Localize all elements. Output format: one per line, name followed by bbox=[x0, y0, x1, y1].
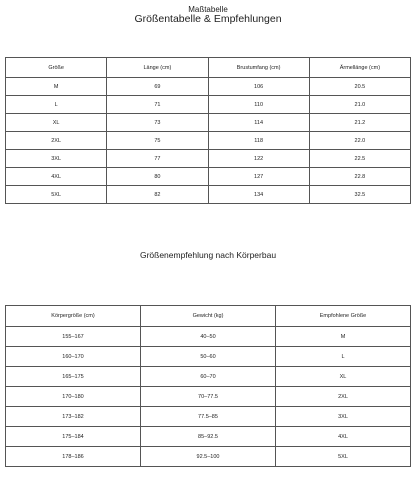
table-row bbox=[6, 367, 411, 387]
table-cell: 175–184 bbox=[6, 427, 141, 447]
table-row bbox=[6, 132, 411, 150]
table-cell: 2XL bbox=[6, 132, 107, 150]
column-header: Größe bbox=[6, 58, 107, 78]
table-row bbox=[6, 407, 411, 427]
recommendation-table bbox=[5, 305, 411, 467]
table-row bbox=[6, 96, 411, 114]
table-row bbox=[6, 427, 411, 447]
table-cell: 60–70 bbox=[141, 367, 276, 387]
table-header-row bbox=[6, 58, 411, 78]
table-row bbox=[6, 114, 411, 132]
table-header-row bbox=[6, 306, 411, 327]
table-cell: 4XL bbox=[276, 427, 411, 447]
table-cell: 5XL bbox=[276, 447, 411, 467]
table-cell: 173–182 bbox=[6, 407, 141, 427]
table-cell: L bbox=[276, 347, 411, 367]
table-cell: 70–77.5 bbox=[141, 387, 276, 407]
table-cell: XL bbox=[6, 114, 107, 132]
table-cell: M bbox=[276, 327, 411, 347]
table-cell: 106 bbox=[208, 78, 309, 96]
table-cell: 82 bbox=[107, 186, 208, 204]
page-subtitle: Maßtabelle bbox=[188, 5, 228, 14]
table-cell: 77.5–85 bbox=[141, 407, 276, 427]
column-header: Körpergröße (cm) bbox=[6, 306, 141, 327]
table-cell: 40–50 bbox=[141, 327, 276, 347]
table-cell: 114 bbox=[208, 114, 309, 132]
table-cell: 2XL bbox=[276, 387, 411, 407]
table-cell: 77 bbox=[107, 150, 208, 168]
column-header: Gewicht (kg) bbox=[141, 306, 276, 327]
table-cell: 69 bbox=[107, 78, 208, 96]
table-row bbox=[6, 347, 411, 367]
table-cell: 110 bbox=[208, 96, 309, 114]
table-cell: 122 bbox=[208, 150, 309, 168]
table-cell: M bbox=[6, 78, 107, 96]
table-cell: 21.2 bbox=[309, 114, 410, 132]
table-row bbox=[6, 78, 411, 96]
table-row bbox=[6, 327, 411, 347]
table-cell: 165–175 bbox=[6, 367, 141, 387]
table-cell: 32.5 bbox=[309, 186, 410, 204]
column-header: Empfohlene Größe bbox=[276, 306, 411, 327]
table-cell: 22.8 bbox=[309, 168, 410, 186]
table-cell: 92.5–100 bbox=[141, 447, 276, 467]
table-row bbox=[6, 186, 411, 204]
table-cell: 20.5 bbox=[309, 78, 410, 96]
table-cell: 118 bbox=[208, 132, 309, 150]
table-row bbox=[6, 150, 411, 168]
column-header: Länge (cm) bbox=[107, 58, 208, 78]
table-cell: 160–170 bbox=[6, 347, 141, 367]
column-header: Brustumfang (cm) bbox=[208, 58, 309, 78]
table-cell: 22.0 bbox=[309, 132, 410, 150]
table-cell: 4XL bbox=[6, 168, 107, 186]
table-cell: 73 bbox=[107, 114, 208, 132]
page-title: Größentabelle & Empfehlungen bbox=[134, 13, 282, 25]
recommendation-title: Größenempfehlung nach Körperbau bbox=[139, 250, 277, 260]
table-cell: 3XL bbox=[6, 150, 107, 168]
table-cell: 3XL bbox=[276, 407, 411, 427]
column-header: Ärmellänge (cm) bbox=[309, 58, 410, 78]
table-cell: 134 bbox=[208, 186, 309, 204]
table-cell: 71 bbox=[107, 96, 208, 114]
table-cell: 155–167 bbox=[6, 327, 141, 347]
table-cell: 50–60 bbox=[141, 347, 276, 367]
size-table bbox=[5, 57, 411, 204]
table-cell: 178–186 bbox=[6, 447, 141, 467]
table-cell: 21.0 bbox=[309, 96, 410, 114]
table-cell: 170–180 bbox=[6, 387, 141, 407]
table-row bbox=[6, 447, 411, 467]
table-cell: 22.5 bbox=[309, 150, 410, 168]
table-cell: 127 bbox=[208, 168, 309, 186]
table-row bbox=[6, 387, 411, 407]
table-cell: XL bbox=[276, 367, 411, 387]
table-cell: 5XL bbox=[6, 186, 107, 204]
table-cell: 80 bbox=[107, 168, 208, 186]
table-cell: L bbox=[6, 96, 107, 114]
table-cell: 85–92.5 bbox=[141, 427, 276, 447]
table-cell: 75 bbox=[107, 132, 208, 150]
table-row bbox=[6, 168, 411, 186]
